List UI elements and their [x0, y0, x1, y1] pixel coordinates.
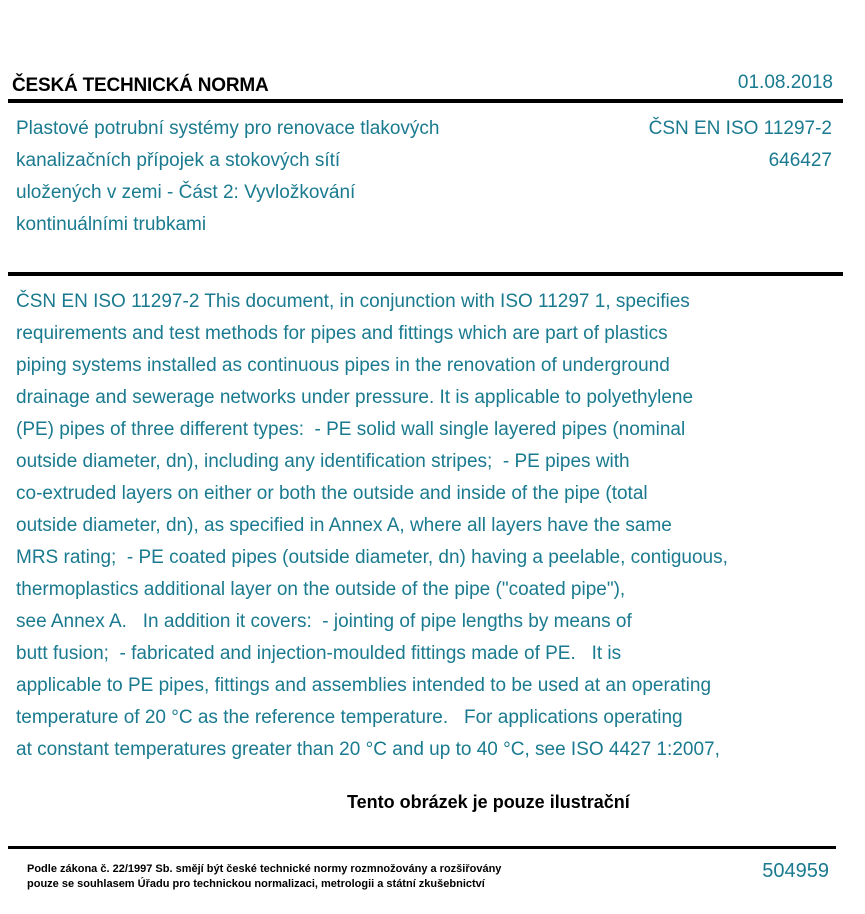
abstract-line: thermoplastics additional layer on the outside of the pipe ("coated pipe"), — [16, 579, 626, 600]
legal-line: pouze se souhlasem Úřadu pro technickou normalizaci, metrologii a státní zkušebnictví — [27, 878, 485, 890]
standard-title-line: uložených v zemi - Část 2: Vyvložkování — [16, 182, 356, 203]
abstract-line: butt fusion; - fabricated and injection-moulded fittings made of PE. It is — [16, 643, 622, 664]
abstract-line: ČSN EN ISO 11297-2 This document, in conjunction with ISO 11297 1, specifies — [16, 291, 690, 312]
legal-line: Podle zákona č. 22/1997 Sb. smějí být české technické normy rozmnožovány a rozšiřovány — [27, 863, 502, 875]
abstract-line: co-extruded layers on either or both the outside and inside of the pipe (total — [16, 483, 648, 504]
middle-divider — [8, 272, 843, 276]
page-title: ČESKÁ TECHNICKÁ NORMA — [12, 75, 269, 96]
bottom-divider — [8, 846, 836, 849]
class-number: 646427 — [768, 150, 832, 171]
abstract-line: at constant temperatures greater than 20 °C and up to 40 °C, see ISO 4427 1:2007, — [16, 739, 720, 760]
abstract-line: outside diameter, dn), including any identification stripes; - PE pipes with — [16, 451, 630, 472]
abstract-line: see Annex A. In addition it covers: - jointing of pipe lengths by means of — [16, 611, 632, 632]
standard-identifiers — [649, 113, 832, 177]
standard-title-line: Plastové potrubní systémy pro renovace tlakových — [16, 118, 440, 139]
abstract-line: outside diameter, dn), as specified in Annex A, where all layers have the same — [16, 515, 672, 536]
abstract-line: MRS rating; - PE coated pipes (outside diameter, dn) having a peelable, contiguous, — [16, 547, 728, 568]
publication-date: 01.08.2018 — [737, 72, 833, 93]
abstract-line: piping systems installed as continuous pipes in the renovation of underground — [16, 355, 670, 376]
legal-notice — [27, 862, 501, 892]
abstract-line: drainage and sewerage networks under pressure. It is applicable to polyethylene — [16, 387, 694, 408]
illustration-note: Tento obrázek je pouze ilustrační — [347, 792, 630, 812]
standard-title-line: kontinuálními trubkami — [16, 214, 207, 235]
standard-title — [16, 113, 536, 241]
abstract-line: applicable to PE pipes, fittings and assemblies intended to be used at an operating — [16, 675, 712, 696]
abstract-line: temperature of 20 °C as the reference temperature. For applications operating — [16, 707, 683, 728]
abstract-line: (PE) pipes of three different types: - PE solid wall single layered pipes (nominal — [16, 419, 686, 440]
top-divider — [8, 99, 843, 103]
abstract-text — [16, 286, 846, 766]
abstract-line: requirements and test methods for pipes and fittings which are part of plastics — [16, 323, 668, 344]
standard-title-line: kanalizačních přípojek a stokových sítí — [16, 150, 341, 171]
standard-code: ČSN EN ISO 11297-2 — [648, 118, 832, 139]
catalog-number: 504959 — [762, 860, 829, 882]
